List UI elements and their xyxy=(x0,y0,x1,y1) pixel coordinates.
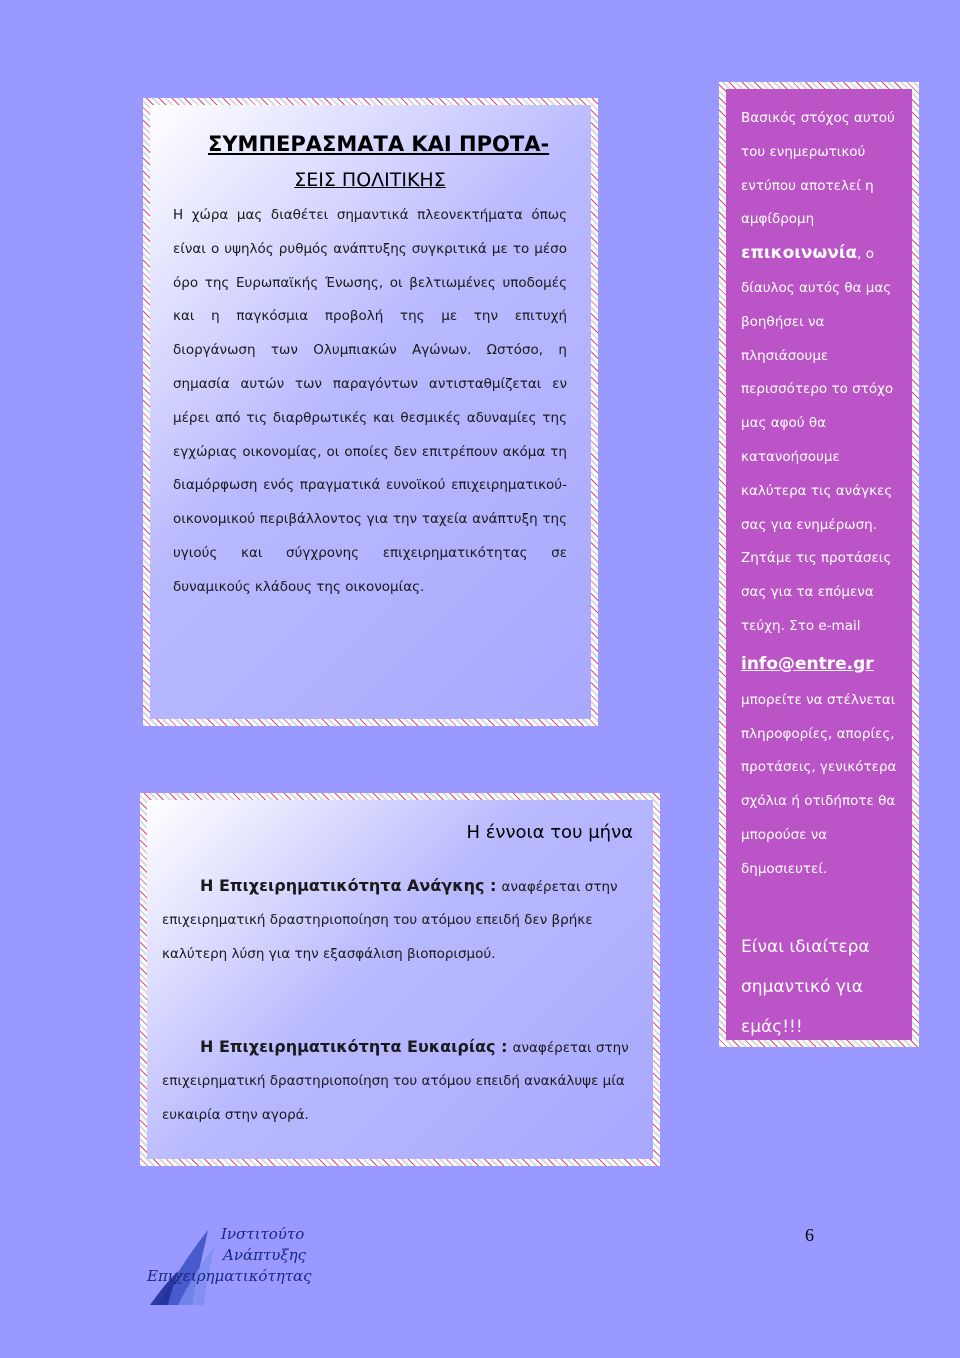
institute-logo-text xyxy=(147,1224,312,1287)
sidebar-after-highlight: , ο δίαυλος αυτός θα μας βοηθήσει να πλησιάσουμε περισσότερο το στόχο μας αφού θα κατανοήσουμε καλύτερα τις ανάγκες σας για ενημέρωση. Ζητάμε τις προτάσεις σας για τα επόμενα τεύχη. Στο e-mail xyxy=(741,246,894,634)
conclusions-box xyxy=(143,98,598,726)
conclusions-title-line1: ΣΥΜΠΕΡΑΣΜΑΤΑ ΚΑΙ ΠΡΟΤΑ- xyxy=(208,132,550,156)
logo-line3: Επιχειρηματικότητας xyxy=(147,1267,312,1285)
logo-line2: Ανάπτυξης xyxy=(223,1246,307,1264)
logo-line1: Ινστιτούτο xyxy=(221,1225,305,1243)
conclusions-paragraph: Η χώρα μας διαθέτει σημαντικά πλεονεκτήματα όπως είναι ο υψηλός ρυθμός ανάπτυξης συγκριτικά με το μέσο όρο της Ευρωπαϊκής Ένωσης, οι βελτιωμένες υποδομές και η παγκόσμια προβολή της με την επιτυχή διοργάνωση των Ολυμπιακών Αγώνων. Ωστόσο, η σημασία αυτών των παραγόντων αντισταθμίζεται εν μέρει από τις διαρθρωτικές και θεσμικές αδυναμίες της εγχώριας οικονομίας, οι οποίες δεν επιτρέπουν ακόμα τη διαμόρφωση ενός πραγματικά ευνοϊκού επιχειρηματικού-οικονομικού περιβάλλοντος για την ταχεία ανάπτυξη της υγιούς και σύγχρονης επιχειρηματικότητας σε δυναμικούς κλάδους της οικονομίας. xyxy=(173,207,567,595)
sidebar-closing: Είναι ιδιαίτερα σημαντικό για εμάς!!! xyxy=(741,936,870,1037)
concept-of-month-box xyxy=(140,793,660,1166)
concept-title: Η έννοια του μήνα xyxy=(466,822,633,843)
term-need-text: επιχειρηματική δραστηριοποίηση του ατόμου επειδή δεν βρήκε καλύτερη λύση για την εξασφάλιση βιοπορισμού. xyxy=(162,912,593,962)
sidebar-intro: Βασικός στόχος αυτού του ενημερωτικού εντύπου αποτελεί η αμφίδρομη xyxy=(741,110,895,228)
feedback-sidebar xyxy=(719,82,919,1047)
sidebar-highlight: επικοινωνία xyxy=(741,243,858,264)
term-opportunity: Η Επιχειρηματικότητα Ευκαιρίας : xyxy=(200,1037,508,1056)
term-opportunity-line xyxy=(162,1031,637,1064)
term-need-line xyxy=(162,870,637,903)
email-link[interactable]: info@entre.gr xyxy=(741,653,874,674)
sidebar-after-email: μπορείτε να στέλνεται πληροφορίες, απορίες, προτάσεις, γενικότερα σχόλια ή οτιδήποτε θα μπορούσε να δημοσιευτεί. xyxy=(741,691,897,877)
page-number: 6 xyxy=(805,1225,814,1245)
term-opportunity-def: αναφέρεται στην xyxy=(512,1040,629,1056)
term-need-def: αναφέρεται στην xyxy=(501,879,618,895)
sidebar-text xyxy=(741,102,902,644)
term-opportunity-text: επιχειρηματική δραστηριοποίηση του ατόμου επειδή ανακάλυψε μία ευκαιρία στην αγορά. xyxy=(162,1073,625,1123)
conclusions-title-line2: ΣΕΙΣ ΠΟΛΙΤΙΚΗΣ xyxy=(294,169,446,191)
term-need: Η Επιχειρηματικότητα Ανάγκης : xyxy=(200,876,497,895)
